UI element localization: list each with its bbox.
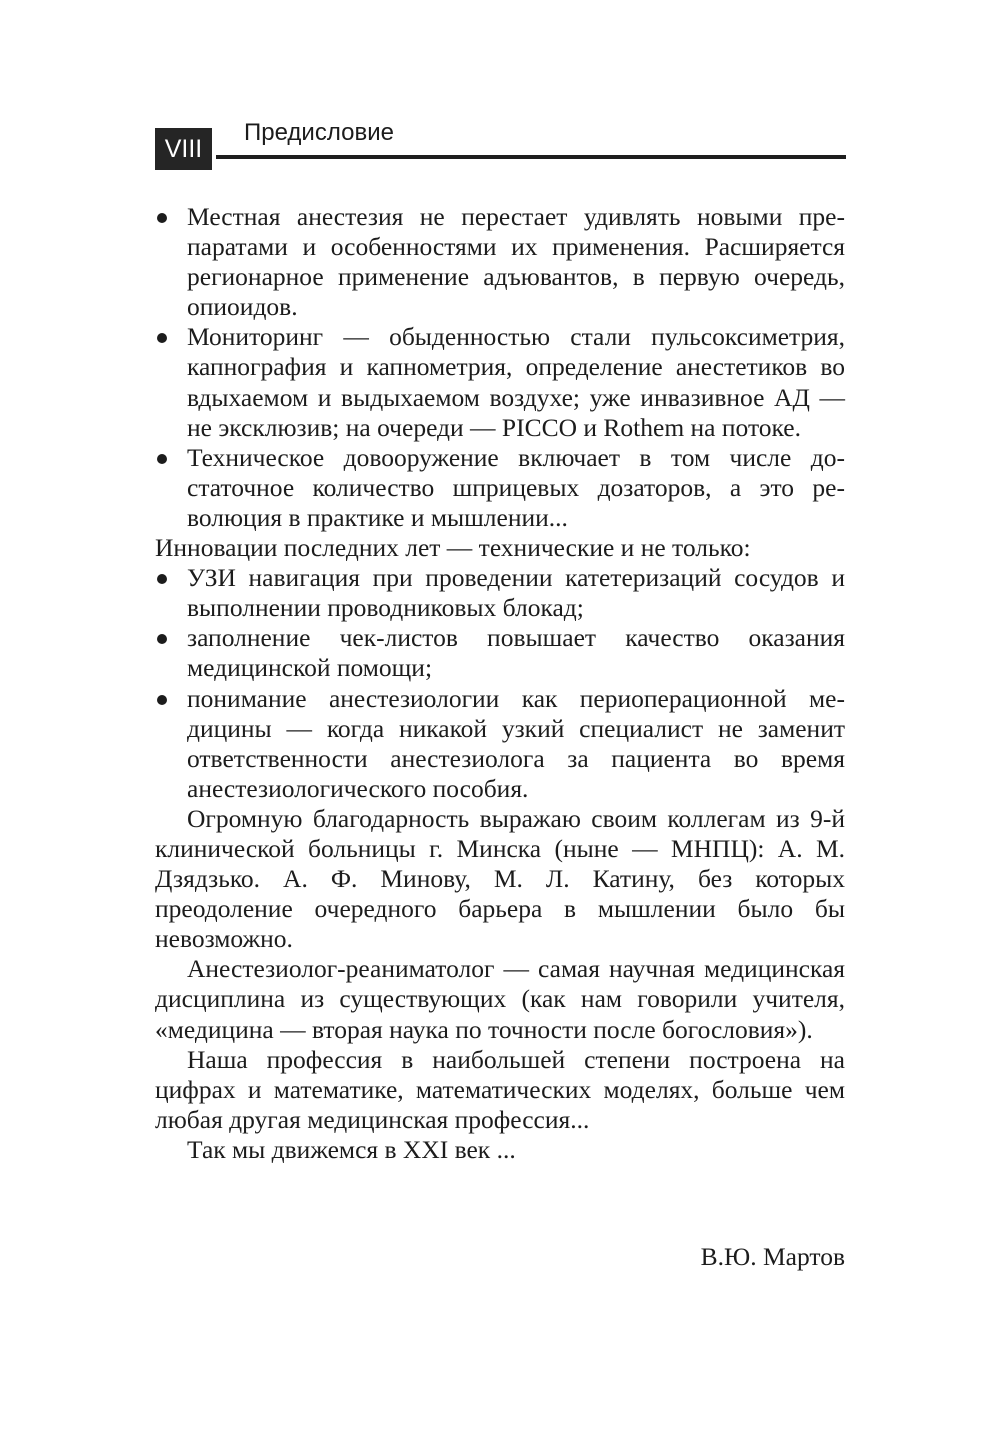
paragraph-acknowledgements: Огромную благодарность выражаю своим коллегам из 9-й клинической больницы г. Минска (ныне — МНПЦ): А. М. Дзядзько. А. Ф. Минову, М. Л. Катину, без которых преодоление очередного барьера в мышлении было бы невозможно.: [155, 803, 845, 954]
bullet-list-trends: [155, 202, 845, 533]
header-rule: [216, 155, 846, 159]
running-title: Предисловие: [244, 119, 394, 146]
paragraph-mathematics: Наша профессия в наибольшей степени построена на цифрах и математике, математических моделях, больше чем любая другая медицинская профессия...: [155, 1044, 845, 1134]
author-signature: В.Ю. Мартов: [700, 1242, 845, 1271]
page-body: [155, 202, 845, 1165]
innovations-intro: Инновации последних лет — технические и не только:: [155, 533, 751, 563]
list-item: понимание анестезиологии как периоперационной медицины — когда никакой узкий специалист не заменит ответственности анестезиолога за пациента во время анестезиологического пособия.: [155, 684, 845, 804]
bullet-list-innovations: [155, 563, 845, 804]
page-number: VIII: [155, 128, 212, 170]
list-item: УЗИ навигация при проведении катетеризаций сосудов и выполнении проводниковых блокад;: [155, 563, 845, 623]
list-item: Местная анестезия не перестает удивлять новыми препаратами и особенностями их применения. Расширяется регионарное применение адъювантов, в первую очередь, опиоидов.: [155, 202, 845, 322]
list-item: Техническое довооружение включает в том числе достаточное количество шприцевых дозаторов, а это революция в практике и мышлении...: [155, 443, 845, 533]
list-item: заполнение чек-листов повышает качество оказания медицинской помощи;: [155, 623, 845, 683]
paragraph-specialty: Анестезиолог-реаниматолог — самая научная медицинская дисциплина из существующих (как нам говорили учителя, «медицина — вторая наука по точности после богословия»).: [155, 954, 845, 1044]
list-item: Мониторинг — обыденностью стали пульсоксиметрия, капнография и капнометрия, определение анестетиков во вдыхаемом и выдыхаемом воздухе; уже инвазивное АД — не эксклюзив; на очереди — PICCO и Rothem на потоке.: [155, 322, 845, 442]
paragraph-closing: Так мы движемся в XXI век ...: [187, 1134, 516, 1164]
